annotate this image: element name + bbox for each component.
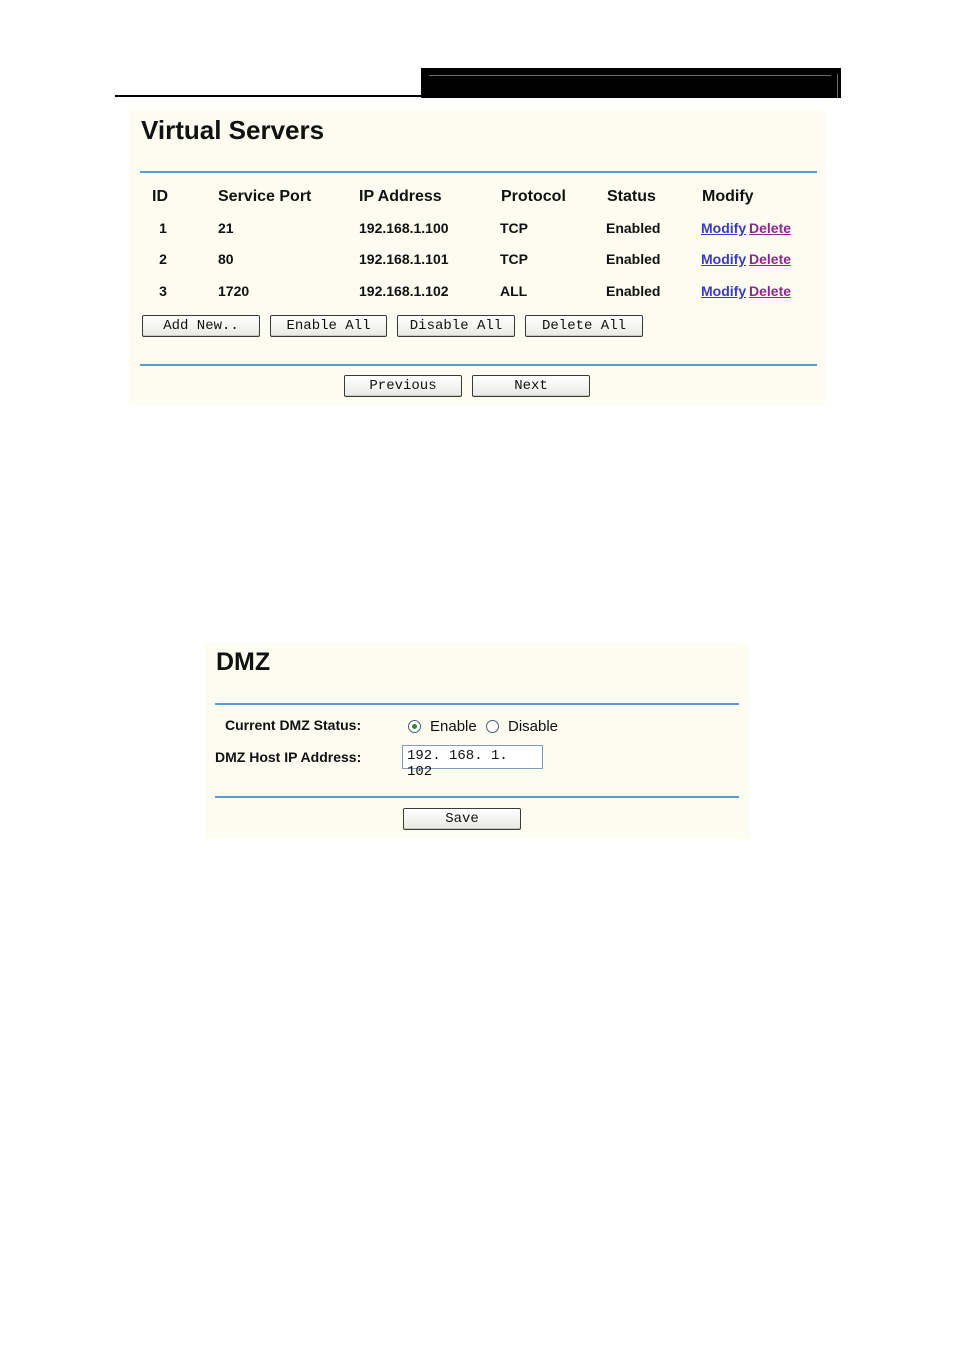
header-bar-line <box>429 75 831 76</box>
delete-link[interactable]: Delete <box>749 251 792 267</box>
disable-radio-label: Disable <box>508 718 559 735</box>
col-header-service-port: Service Port <box>218 188 312 205</box>
cell-status: Enabled <box>606 251 661 267</box>
cell-service-port: 21 <box>218 220 234 236</box>
cell-protocol: TCP <box>500 251 528 267</box>
cell-ip-address: 192.168.1.102 <box>359 283 449 299</box>
col-header-modify: Modify <box>702 188 754 205</box>
dmz-bottom-divider <box>215 796 739 798</box>
dmz-top-divider <box>215 703 739 705</box>
col-header-protocol: Protocol <box>501 188 566 205</box>
header-bar <box>421 68 841 98</box>
modify-link[interactable]: Modify <box>701 283 747 299</box>
cell-ip-address: 192.168.1.101 <box>359 251 449 267</box>
next-button[interactable]: Next <box>472 375 590 397</box>
col-header-status: Status <box>607 188 656 205</box>
bottom-divider <box>140 364 817 366</box>
dmz-host-ip-label: DMZ Host IP Address: <box>215 749 362 765</box>
cell-id: 3 <box>159 283 167 299</box>
delete-all-button[interactable]: Delete All <box>525 315 643 337</box>
modify-link[interactable]: Modify <box>701 251 747 267</box>
delete-link[interactable]: Delete <box>749 283 792 299</box>
add-new-button[interactable]: Add New.. <box>142 315 260 337</box>
disable-radio[interactable] <box>486 720 499 733</box>
header-bar-tick <box>837 74 838 98</box>
dmz-host-ip-input[interactable]: 192. 168. 1. 102 <box>402 745 543 769</box>
dmz-title: DMZ <box>216 648 271 676</box>
cell-id: 2 <box>159 251 167 267</box>
disable-all-button[interactable]: Disable All <box>397 315 515 337</box>
col-header-ip-address: IP Address <box>359 188 442 205</box>
header-rule <box>115 95 421 97</box>
cell-protocol: TCP <box>500 220 528 236</box>
enable-radio-label: Enable <box>430 718 477 735</box>
cell-status: Enabled <box>606 220 661 236</box>
dmz-status-label: Current DMZ Status: <box>225 717 362 733</box>
delete-link[interactable]: Delete <box>749 220 792 236</box>
page-title: Virtual Servers <box>141 115 325 145</box>
enable-radio[interactable] <box>408 720 421 733</box>
modify-link[interactable]: Modify <box>701 220 747 236</box>
save-button[interactable]: Save <box>403 808 521 830</box>
cell-status: Enabled <box>606 283 661 299</box>
cell-ip-address: 192.168.1.100 <box>359 220 449 236</box>
top-divider <box>140 171 817 173</box>
cell-service-port: 1720 <box>218 283 250 299</box>
previous-button[interactable]: Previous <box>344 375 462 397</box>
cell-id: 1 <box>159 220 167 236</box>
cell-protocol: ALL <box>500 283 528 299</box>
cell-service-port: 80 <box>218 251 234 267</box>
enable-all-button[interactable]: Enable All <box>270 315 387 337</box>
col-header-id: ID <box>152 188 168 205</box>
